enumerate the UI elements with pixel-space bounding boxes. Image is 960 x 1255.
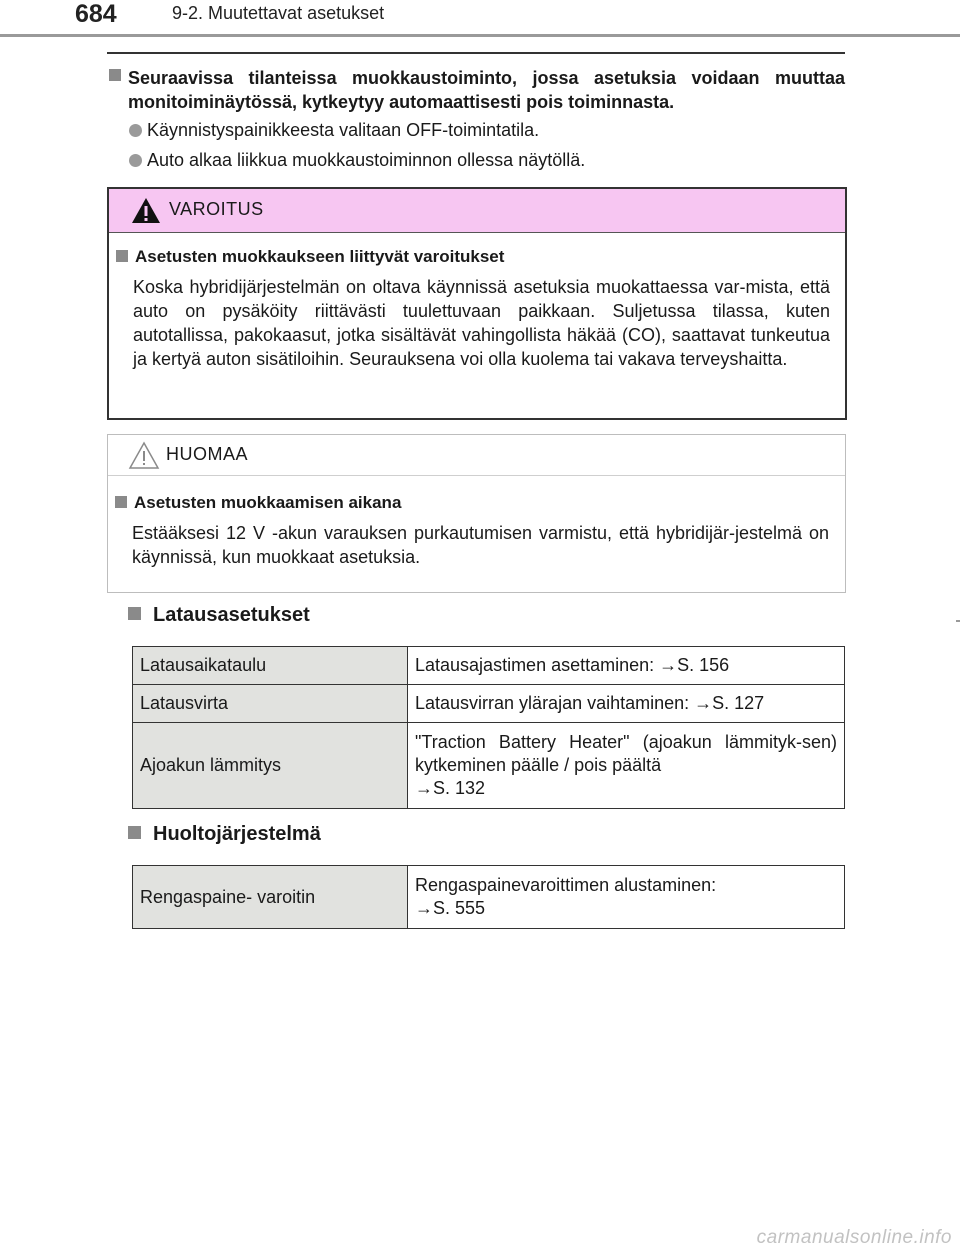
intro-heading — [109, 66, 845, 114]
notice-header — [108, 435, 845, 476]
setting-name: Rengaspaine- varoitin — [133, 866, 408, 929]
square-bullet-icon — [128, 826, 141, 839]
notice-body: Estääksesi 12 V -akun varauksen purkautumisen varmistu, että hybridijär-jestelmä on käynnissä, kun muokkaat asetuksia. — [132, 523, 829, 567]
warning-box — [107, 187, 847, 420]
caution-triangle-outline-icon — [128, 441, 160, 470]
square-bullet-icon — [115, 496, 127, 508]
warning-triangle-icon — [131, 197, 161, 224]
header-divider — [0, 34, 960, 37]
content-divider — [107, 52, 845, 54]
setting-description: Latausajastimen asettaminen: →S. 156 — [408, 647, 845, 685]
charging-settings-heading: Latausasetukset — [128, 604, 310, 627]
setting-description: Latausvirran ylärajan vaihtaminen: →S. 127 — [408, 685, 845, 723]
warning-body: Koska hybridijärjestelmän on oltava käynnissä asetuksia muokattaessa var-mista, että auto on pysäköity riittävästi tuulettuvaan paikkaan. Suljetussa tilassa, kuten autotallissa, pakokaasut, jotka sisältävät vahingollista häkää (CO), saattavat tunkeutua ja kertyä auton sisätiloihin. Seurauksena voi olla kuolema tai vakava terveyshaitta. — [133, 277, 830, 369]
square-bullet-icon — [109, 69, 121, 81]
maintenance-system-heading: Huoltojärjestelmä — [128, 823, 321, 846]
table-row — [133, 647, 845, 685]
page-reference: →S. 555 — [415, 898, 486, 918]
intro-bullet-text: Käynnistyspainikkeesta valitaan OFF-toimintatila. — [147, 120, 540, 140]
setting-description — [408, 866, 845, 929]
page-reference: →S. 132 — [415, 778, 486, 798]
charging-settings-table — [132, 646, 845, 809]
setting-name: Latausvirta — [133, 685, 408, 723]
watermark: carmanualsonline.info — [756, 1227, 952, 1248]
table-row — [133, 685, 845, 723]
maintenance-system-table — [132, 865, 845, 929]
setting-description — [408, 723, 845, 809]
intro-bullet — [129, 118, 845, 142]
setting-name: Ajoakun lämmitys — [133, 723, 408, 809]
notice-subheading: Asetusten muokkaamisen aikana — [115, 493, 401, 513]
square-bullet-icon — [116, 250, 128, 262]
notice-label: HUOMAA — [166, 444, 249, 464]
warning-label: VAROITUS — [169, 199, 264, 219]
round-bullet-icon — [129, 154, 142, 167]
margin-mark — [956, 620, 960, 622]
table-row — [133, 723, 845, 809]
intro-bullet-text: Auto alkaa liikkua muokkaustoiminnon ollessa näytöllä. — [147, 150, 586, 170]
intro-heading-text: Seuraavissa tilanteissa muokkaustoiminto, jossa asetuksia voidaan muuttaa monitoiminäytössä, kytkeytyy automaattisesti pois toiminnasta. — [128, 68, 845, 112]
round-bullet-icon — [129, 124, 142, 137]
page-number: 684 — [75, 0, 117, 28]
table-row — [133, 866, 845, 929]
warning-header — [109, 189, 845, 233]
warning-subheading: Asetusten muokkaukseen liittyvät varoitukset — [116, 247, 504, 267]
setting-description-text: "Traction Battery Heater" (ajoakun lämmityk-sen) kytkeminen päälle / pois päältä — [415, 732, 837, 775]
setting-name: Latausaikataulu — [133, 647, 408, 685]
section-title: 9-2. Muutettavat asetukset — [172, 3, 385, 23]
intro-bullet — [129, 148, 845, 172]
square-bullet-icon — [128, 607, 141, 620]
notice-box — [107, 434, 846, 593]
setting-description-text: Rengaspainevaroittimen alustaminen: — [415, 875, 717, 895]
